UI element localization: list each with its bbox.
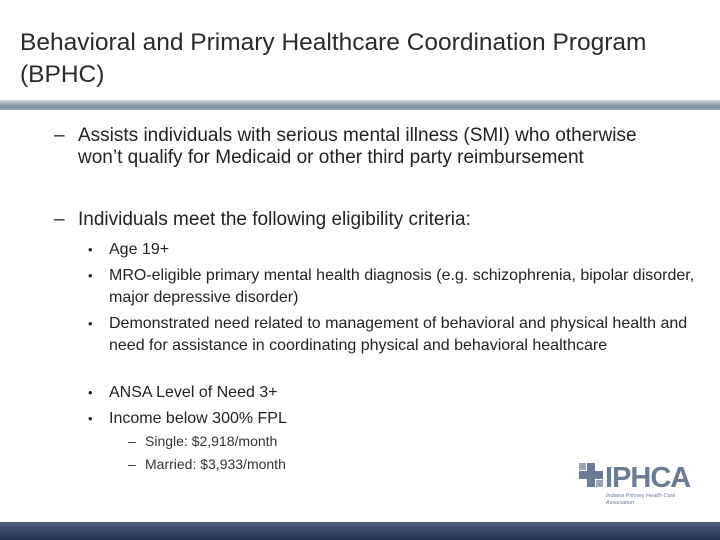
criterion-income: [88, 408, 700, 430]
footer-bar: [0, 522, 720, 540]
bullet-text: Individuals meet the following eligibility criteria:: [78, 209, 471, 230]
logo-subtitle: Indiana Primary Health Care Association: [606, 493, 676, 506]
criterion-text: MRO-eligible primary mental health diagnosis (e.g. schizophrenia, bipolar disorder, major depressive disorder): [109, 267, 695, 306]
criterion-age: [88, 239, 700, 261]
bullet-level1-eligibility: [54, 209, 654, 231]
criterion-text: Age 19+: [109, 241, 170, 258]
dash-marker: –: [128, 456, 136, 472]
bullet-dot: •: [88, 385, 93, 400]
income-single: [128, 430, 428, 453]
income-text: Married: $3,933/month: [145, 456, 286, 472]
dash-marker: –: [128, 433, 136, 449]
criterion-text: Income below 300% FPL: [109, 410, 287, 427]
bullet-dot: •: [88, 316, 93, 331]
dash-marker: –: [54, 125, 65, 146]
bullet-dot: •: [88, 242, 93, 257]
bullet-level1-smi: [54, 125, 654, 168]
criterion-diagnosis: [88, 265, 700, 308]
criterion-ansa: [88, 382, 700, 404]
title-divider: [0, 100, 720, 110]
dash-marker: –: [54, 209, 65, 230]
criterion-text: ANSA Level of Need 3+: [109, 384, 278, 401]
income-text: Single: $2,918/month: [145, 433, 278, 449]
iphca-logo: [578, 462, 694, 508]
criterion-text: Demonstrated need related to management of behavioral and physical health and need for assistance in coordinating physical and behavioral healthcare: [109, 315, 688, 354]
logo-wordmark: IPHCA: [605, 462, 691, 494]
bullet-dot: •: [88, 268, 93, 283]
income-married: [128, 453, 428, 476]
bullet-text: Assists individuals with serious mental illness (SMI) who otherwise won’t qualify for Medicaid or other third party reimbursement: [78, 125, 637, 168]
criterion-need: [88, 313, 700, 356]
logo-cross-icon: [578, 462, 604, 488]
slide-title: Behavioral and Primary Healthcare Coordination Program (BPHC): [20, 29, 647, 88]
bullet-dot: •: [88, 411, 93, 426]
